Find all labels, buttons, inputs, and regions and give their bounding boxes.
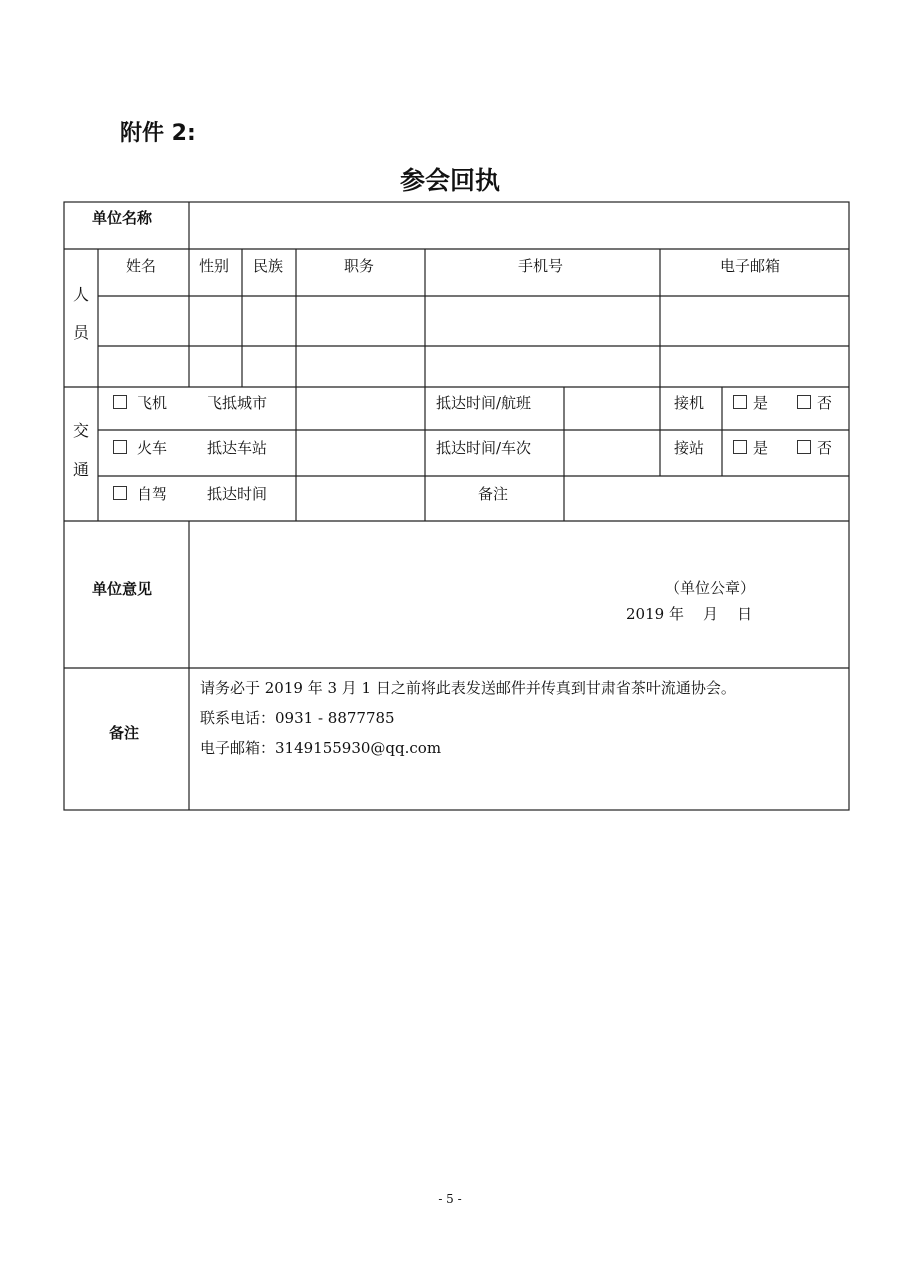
train-time-field[interactable]: [565, 431, 659, 475]
arrival-time-label: 抵达时间: [207, 485, 268, 503]
airport-pickup-yes[interactable]: 是: [733, 393, 768, 413]
page-number: - 5 -: [438, 1192, 462, 1206]
station-pickup-no[interactable]: 否: [797, 438, 832, 458]
header-gender: 性别: [199, 257, 230, 275]
self-drive-checkbox[interactable]: [113, 486, 127, 500]
person2-name-field[interactable]: [99, 347, 188, 386]
remarks-email: 电子邮箱：3149155930@qq.com: [200, 739, 442, 757]
opinion-label: 单位意见: [92, 580, 153, 598]
remarks-deadline: 请务必于 2019 年 3 月 1 日之前将此表发送邮件并传真到甘肃省茶叶流通协会。: [200, 679, 736, 697]
header-position: 职务: [344, 257, 375, 275]
station-pickup-no-checkbox[interactable]: [797, 440, 811, 454]
transport-note-label: 备注: [478, 485, 509, 503]
form-title: 参会回执: [399, 166, 500, 195]
option-self-drive[interactable]: [113, 484, 167, 504]
person1-ethnicity-field[interactable]: [243, 297, 295, 345]
person2-email-field[interactable]: [661, 347, 848, 386]
train-time-label: 抵达时间/车次: [436, 439, 532, 457]
unit-name-field[interactable]: [190, 203, 848, 248]
attachment-label: 附件 2:: [120, 121, 196, 146]
unit-seal-label: （单位公章）: [665, 579, 756, 597]
person2-phone-field[interactable]: [426, 347, 659, 386]
person1-gender-field[interactable]: [190, 297, 241, 345]
header-email: 电子邮箱: [720, 257, 781, 275]
arrival-station-field[interactable]: [297, 431, 424, 475]
header-ethnicity: 民族: [253, 257, 284, 275]
arrival-city-field[interactable]: [297, 388, 424, 429]
person1-email-field[interactable]: [661, 297, 848, 345]
plane-checkbox[interactable]: [113, 395, 127, 409]
option-train[interactable]: [113, 438, 167, 458]
airport-pickup-no-checkbox[interactable]: [797, 395, 811, 409]
opinion-date: 2019 年 月 日: [626, 605, 753, 623]
transport-note-field[interactable]: [565, 477, 848, 520]
person1-phone-field[interactable]: [426, 297, 659, 345]
remarks-label: 备注: [109, 724, 140, 742]
header-phone: 手机号: [518, 257, 564, 275]
person1-name-field[interactable]: [99, 297, 188, 345]
arrival-time-field[interactable]: [297, 477, 424, 520]
arrival-station-label: 抵达车站: [207, 439, 268, 457]
train-label: 火车: [137, 439, 168, 457]
train-checkbox[interactable]: [113, 440, 127, 454]
airport-pickup-yes-checkbox[interactable]: [733, 395, 747, 409]
header-name: 姓名: [126, 257, 157, 275]
personnel-side-label-1: 人: [72, 285, 89, 304]
airport-pickup-label: 接机: [674, 394, 705, 412]
flight-time-field[interactable]: [565, 388, 659, 429]
transport-side-label-1: 交: [72, 421, 89, 440]
station-pickup-label: 接站: [674, 439, 705, 457]
unit-name-label: 单位名称: [92, 209, 153, 227]
station-pickup-yes[interactable]: 是: [733, 438, 768, 458]
station-pickup-yes-checkbox[interactable]: [733, 440, 747, 454]
plane-label: 飞机: [137, 394, 168, 412]
personnel-side-label-2: 员: [72, 323, 89, 342]
arrival-city-label: 飞抵城市: [207, 394, 268, 412]
person2-ethnicity-field[interactable]: [243, 347, 295, 386]
person2-gender-field[interactable]: [190, 347, 241, 386]
flight-time-label: 抵达时间/航班: [436, 394, 532, 412]
transport-side-label-2: 通: [72, 460, 89, 479]
person1-position-field[interactable]: [297, 297, 424, 345]
remarks-phone: 联系电话：0931 - 8877785: [200, 709, 395, 727]
person2-position-field[interactable]: [297, 347, 424, 386]
airport-pickup-no[interactable]: 否: [797, 393, 832, 413]
self-drive-label: 自驾: [137, 485, 168, 503]
option-plane[interactable]: [113, 393, 167, 413]
